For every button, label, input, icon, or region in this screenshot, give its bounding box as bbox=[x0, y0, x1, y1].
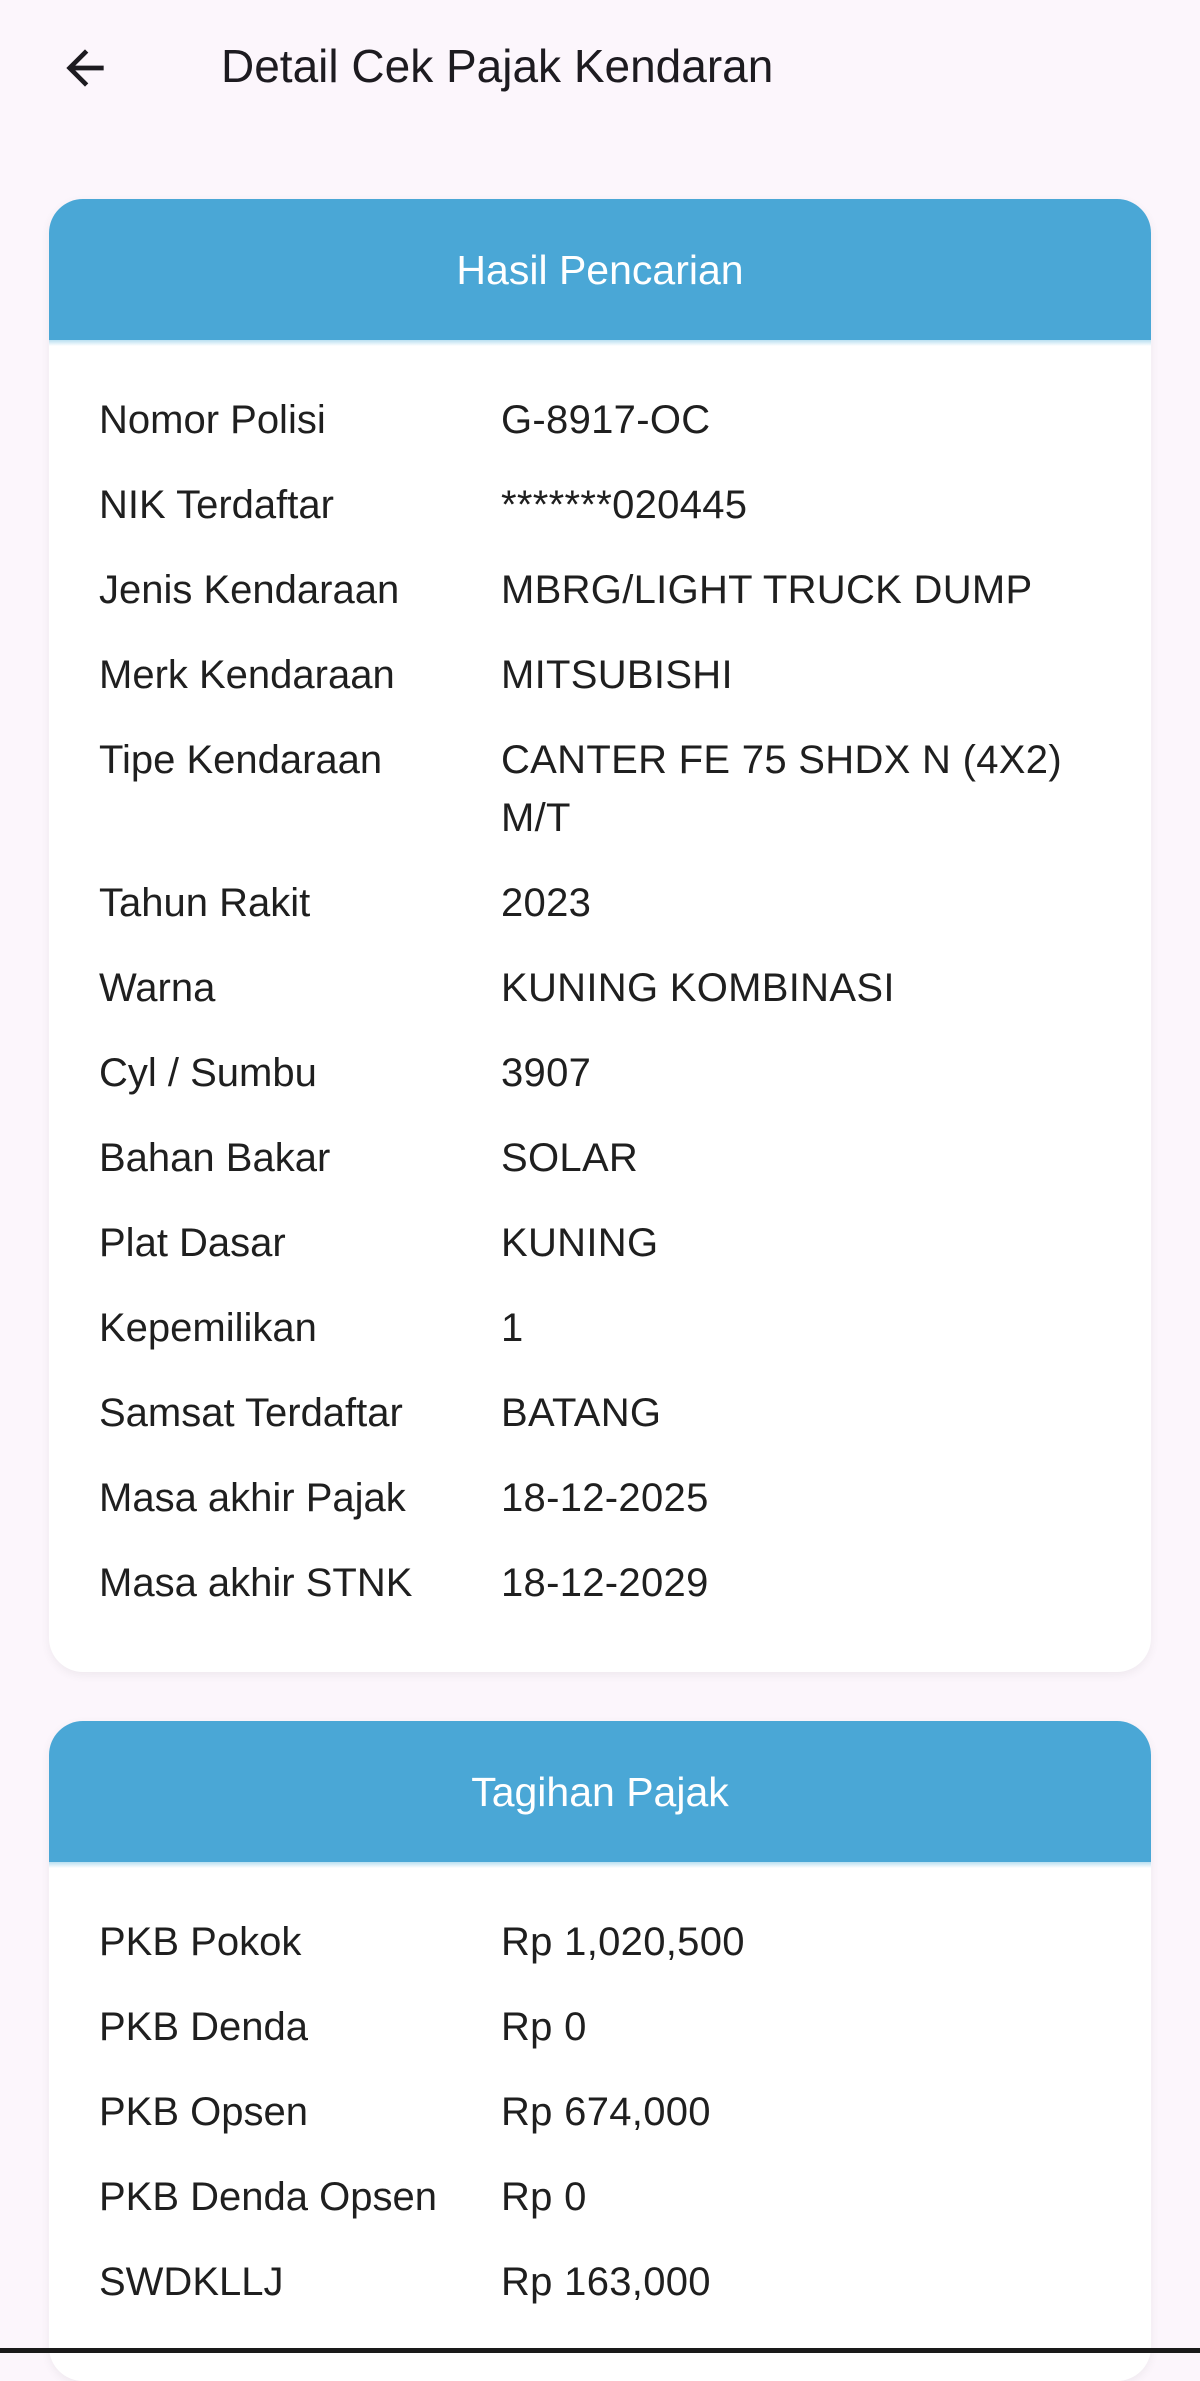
info-value: MITSUBISHI bbox=[501, 653, 733, 697]
info-label: Masa akhir Pajak bbox=[99, 1476, 406, 1520]
info-row-tipe-kendaraan bbox=[99, 731, 1151, 847]
info-label: Jenis Kendaraan bbox=[99, 568, 400, 612]
info-value: 18-12-2029 bbox=[501, 1561, 709, 1605]
info-value: 18-12-2025 bbox=[501, 1476, 709, 1520]
card-title: Tagihan Pajak bbox=[471, 1768, 729, 1815]
info-row-merk-kendaraan bbox=[99, 646, 1151, 704]
info-row-jenis-kendaraan bbox=[99, 561, 1151, 619]
tax-row-pkb-opsen bbox=[99, 2083, 1151, 2141]
info-label: Kepemilikan bbox=[99, 1306, 317, 1350]
info-value: KUNING bbox=[501, 1221, 659, 1265]
info-label: Bahan Bakar bbox=[99, 1136, 331, 1180]
info-value: *******020445 bbox=[501, 483, 748, 527]
info-value: 3907 bbox=[501, 1051, 592, 1095]
card-header bbox=[49, 1721, 1151, 1862]
info-label: NIK Terdaftar bbox=[99, 483, 334, 527]
tax-label: PKB Opsen bbox=[99, 2090, 309, 2134]
info-label: Masa akhir STNK bbox=[99, 1561, 413, 1605]
tax-label: PKB Pokok bbox=[99, 1920, 302, 1964]
info-label: Plat Dasar bbox=[99, 1221, 286, 1265]
vehicle-info-card bbox=[49, 199, 1151, 1672]
info-value: SOLAR bbox=[501, 1136, 639, 1180]
info-row-bahan-bakar bbox=[99, 1129, 1151, 1187]
tax-value: Rp 0 bbox=[501, 2175, 587, 2219]
info-value: 2023 bbox=[501, 881, 592, 925]
tax-value: Rp 674,000 bbox=[501, 2090, 711, 2134]
info-value: MBRG/LIGHT TRUCK DUMP bbox=[501, 568, 1033, 612]
info-row-masa-akhir-pajak bbox=[99, 1469, 1151, 1527]
info-label: Cyl / Sumbu bbox=[99, 1051, 317, 1095]
info-row-samsat-terdaftar bbox=[99, 1384, 1151, 1442]
info-value: CANTER FE 75 SHDX N (4X2) M/T bbox=[501, 738, 1062, 840]
tax-value: Rp 1,020,500 bbox=[501, 1920, 745, 1964]
info-label: Tipe Kendaraan bbox=[99, 738, 383, 782]
tax-bill-list bbox=[49, 1862, 1151, 2311]
vehicle-info-list bbox=[49, 340, 1151, 1612]
tax-row-pkb-denda bbox=[99, 1998, 1151, 2056]
info-row-masa-akhir-stnk bbox=[99, 1554, 1151, 1612]
tax-row-swdkllj bbox=[99, 2253, 1151, 2311]
tax-bill-card bbox=[49, 1721, 1151, 2381]
info-row-kepemilikan bbox=[99, 1299, 1151, 1357]
tax-value: Rp 0 bbox=[501, 2005, 587, 2049]
info-value: G-8917-OC bbox=[501, 398, 711, 442]
info-row-warna bbox=[99, 959, 1151, 1017]
tax-label: SWDKLLJ bbox=[99, 2260, 284, 2304]
info-row-plat-dasar bbox=[99, 1214, 1151, 1272]
arrow-left-icon bbox=[57, 40, 113, 96]
card-title: Hasil Pencarian bbox=[456, 246, 744, 293]
tax-value: Rp 163,000 bbox=[501, 2260, 711, 2304]
tax-row-pkb-pokok bbox=[99, 1913, 1151, 1971]
info-value: 1 bbox=[501, 1306, 524, 1350]
info-label: Nomor Polisi bbox=[99, 398, 326, 442]
info-row-nik-terdaftar bbox=[99, 476, 1151, 534]
screen-bottom-edge bbox=[0, 2348, 1200, 2353]
info-label: Tahun Rakit bbox=[99, 881, 311, 925]
info-label: Warna bbox=[99, 966, 216, 1010]
info-label: Samsat Terdaftar bbox=[99, 1391, 403, 1435]
info-value: KUNING KOMBINASI bbox=[501, 966, 895, 1010]
info-label: Merk Kendaraan bbox=[99, 653, 395, 697]
info-value: BATANG bbox=[501, 1391, 662, 1435]
tax-row-pkb-denda-opsen bbox=[99, 2168, 1151, 2226]
info-row-tahun-rakit bbox=[99, 874, 1151, 932]
app-bar bbox=[0, 0, 1200, 135]
tax-label: PKB Denda bbox=[99, 2005, 309, 2049]
info-row-nomor-polisi bbox=[99, 391, 1151, 449]
info-row-cyl-sumbu bbox=[99, 1044, 1151, 1102]
tax-label: PKB Denda Opsen bbox=[99, 2175, 437, 2219]
back-button[interactable] bbox=[45, 28, 125, 108]
card-header bbox=[49, 199, 1151, 340]
page-title: Detail Cek Pajak Kendaran bbox=[221, 40, 774, 92]
